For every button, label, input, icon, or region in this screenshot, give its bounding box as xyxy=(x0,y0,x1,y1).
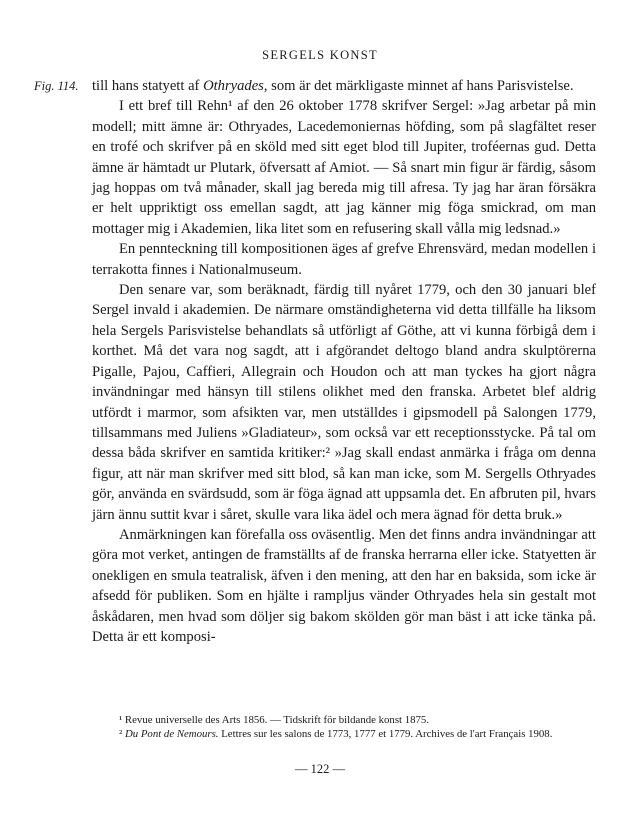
footnote: ¹ Revue universelle des Arts 1856. — Tidskrift för bildande konst 1875. xyxy=(119,714,430,726)
italic-text: Du Pont de Nemours. xyxy=(124,727,219,740)
body-text xyxy=(92,76,596,647)
footnotes xyxy=(92,714,596,741)
figure-reference: Fig. 114. xyxy=(34,79,79,93)
paragraph: Den senare var, som beräknadt, färdig till nyåret 1779, och den 30 januari blef Sergel invald i akademien. De närmare omständigheterna vid detta tillfälle ha liksom hela Sergels Parisvistelse behandlats så utförligt af Göthe, att vi kunna förbigå dem i korthet. Må det vara nog sagdt, att i afgörandet deltogo bland andra skulptörerna Pigalle, Pajou, Caffieri, Allegrain och Houdon och att man tyckes ha gjort några invändningar med hänsyn till stilens olikhet med den franska. Arbetet blef aldrig utfördt i marmor, som afsikten var, men utställdes i gipsmodell på Salongen 1779, tillsammans med Juliens »Gladiateur», som också var ett receptionsstycke. På tal om dessa båda skrifver en samtida kritiker:² »Jag skall endast anmärka i fråga om denna figur, att när man skrifver med sitt blod, så kan man icke, som M. Sergells Othryades gör, använda en svärdsudd, som är föga ägnad att uppsamla det. En afbruten pil, hvars järn ännu suttit kvar i såret, skulle vara lika ädel och mera ägnad för detta bruk.» xyxy=(92,282,596,523)
running-header: SERGELS KONST xyxy=(262,48,378,62)
italic-text: Othryades xyxy=(203,78,264,94)
paragraph: En pennteckning till kompositionen äges af grefve Ehrensvärd, medan modellen i terrakotta finnes i Nationalmuseum. xyxy=(92,241,596,278)
paragraph: till hans statyett af Othryades, som är det märkligaste minnet af hans Parisvistelse. xyxy=(92,78,574,94)
page-number: — 122 — xyxy=(295,762,345,776)
paragraph: I ett bref till Rehn¹ af den 26 oktober 1778 skrifver Sergel: »Jag arbetar på min modell; mitt ämne är: Othryades, Lacedemoniernas höfding, som på slagfältet reser en trofé och skrifver på en sköld med sitt eget blod till Jupiter, troféernas gud. Detta ämne är hämtadt ur Plutark, öfversatt af Amiot. — Så snart min figur är färdig, såsom jag hoppas om två månader, skall jag bereda mig till afresa. Ty jag har äran försäkra er helt uppriktigt oss emellan sagdt, att jag känner mig föga smickrad, om man mottager mig i Akademien, lika litet som en refusering skall vålla mig ledsnad.» xyxy=(92,98,596,237)
footnote: ² Du Pont de Nemours. Lettres sur les salons de 1773, 1777 et 1779. Archives de l'art Français 1908. xyxy=(119,727,553,740)
paragraph: Anmärkningen kan förefalla oss oväsentlig. Men det finns andra invändningar att göra mot verket, antingen de framställts af de franska herrarna eller icke. Statyetten är onekligen en smula teatralisk, äfven i den mening, att den har en baksida, som icke är afsedd för publiken. Som en hjälte i rampljus vänder Othryades hela sin gestalt mot åskådaren, men hvad som döljer sig bakom skölden gör man bäst i att icke tänka på. Detta är ett komposi- xyxy=(92,526,596,645)
